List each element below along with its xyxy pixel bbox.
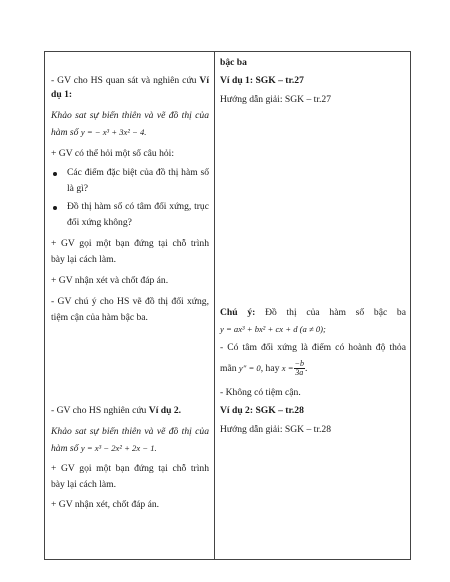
fraction-denominator: 3a <box>295 368 304 378</box>
task2-formula: y = x³ − 2x² + 2x − 1. <box>80 443 157 453</box>
center-x: x = <box>281 363 294 374</box>
example2-guide: Hướng dẫn giải: SGK – tr.28 <box>220 424 332 435</box>
center-end: . <box>304 363 308 375</box>
task-prefix: hàm số <box>51 127 81 138</box>
example2-intro-text: - GV cho HS nghiên cứu <box>51 405 149 416</box>
note-formula: y = ax³ + bx² + cx + d (a ≠ 0); <box>220 324 326 334</box>
call2-line-2: bày lại cách làm. <box>51 479 116 490</box>
bullet-2-line-1: Đồ thị hàm số có tâm đối xứng, trục <box>67 201 209 212</box>
center-fraction <box>294 359 308 378</box>
task-formula: y = − x³ + 3x² − 4. <box>80 127 147 137</box>
example2-intro-bold: Ví dụ 2. <box>148 405 182 416</box>
right-column <box>220 0 406 582</box>
call-line-2: bày lại cách làm. <box>51 254 116 265</box>
example1-title: Ví dụ 1: SGK – tr.27 <box>220 75 304 86</box>
intro-text: - GV cho HS quan sát và nghiên cứu <box>51 75 200 86</box>
conclude2-line: + GV nhận xét, chốt đáp án. <box>51 499 160 510</box>
bullet-dot <box>53 206 57 210</box>
note-line-1: - GV chú ý cho HS vẽ đồ thị đối xứng, <box>51 296 209 307</box>
asymptote-line: - Không có tiệm cận. <box>220 387 301 398</box>
task-line-2 <box>51 127 146 140</box>
call-line-1: + GV gọi một bạn đứng tại chỗ trình <box>51 238 209 249</box>
example2-title: Ví dụ 2: SGK – tr.28 <box>220 405 304 416</box>
hint-line: + GV có thể hỏi một số câu hỏi: <box>51 148 175 159</box>
fraction-numerator: −b <box>294 359 304 368</box>
intro-line-2: dụ 1: <box>51 89 73 100</box>
call2-line-1: + GV gọi một bạn đứng tại chỗ trình <box>51 463 209 474</box>
intro-bold: Ví <box>199 75 209 86</box>
center-line-1: - Có tâm đối xứng là điểm có hoành độ thỏa <box>220 342 406 353</box>
center-prefix: mãn <box>220 363 239 375</box>
task2-line-2 <box>51 443 157 456</box>
example1-guide: Hướng dẫn giải: SGK – tr.27 <box>220 94 332 105</box>
left-column <box>51 0 209 582</box>
conclude-line: + GV nhận xét và chốt đáp án. <box>51 275 169 286</box>
bullet-2-line-2: đối xứng không? <box>67 217 132 228</box>
note-text: Đồ thị của hàm số bậc ba <box>265 307 406 318</box>
column-divider <box>214 51 215 560</box>
intro-line-1 <box>51 75 209 88</box>
task2-line-1: Khảo sat sự biến thiên và vẽ đồ thị của <box>51 426 209 437</box>
bullet-dot <box>53 172 57 176</box>
bullet-1-line-1: Các điểm đặc biệt của đồ thị hàm số <box>67 167 209 178</box>
note-line <box>220 307 406 320</box>
note-label: Chú ý: <box>220 307 256 318</box>
task-line-1: Khảo sat sự biến thiên và vẽ đồ thị của <box>51 110 209 121</box>
heading-top: bậc ba <box>220 57 247 68</box>
center-line-2 <box>220 360 307 378</box>
example2-intro <box>51 405 181 418</box>
task2-prefix: hàm số <box>51 443 81 454</box>
center-condition: y″ = 0 <box>238 363 261 374</box>
note-line-2: tiệm cận của hàm bậc ba. <box>51 312 148 323</box>
center-mid: , hay <box>260 363 282 375</box>
bullet-1-line-2: là gì? <box>67 183 89 194</box>
